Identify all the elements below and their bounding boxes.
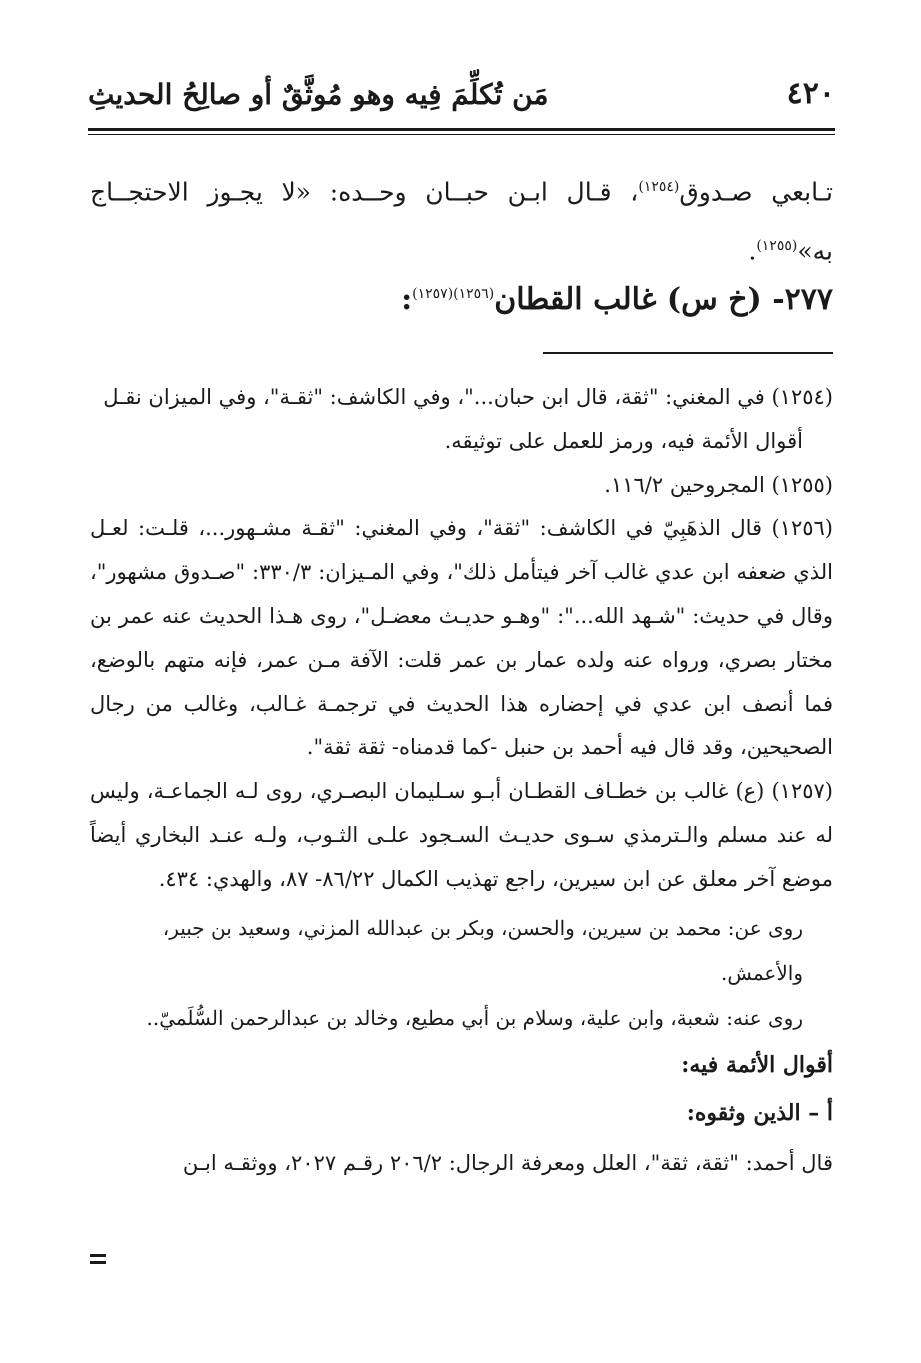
footnote-1254	[90, 376, 833, 464]
footnote-ref[interactable]: (١٢٥٦)	[453, 286, 495, 302]
footnote-1255	[90, 464, 833, 508]
footnote-text: (١٢٥٤) في المغني: "ثقة، قال ابن حبان..."، وفي الكاشف: "ثقـة"، وفي الميزان نقـل	[103, 385, 833, 409]
body-text-start: تـابعي صـدوق	[679, 177, 833, 207]
footnote-separator	[543, 352, 833, 354]
narrator-entry-heading	[90, 282, 833, 317]
entry-title: ٢٧٧- (خ س) غالب القطان	[494, 282, 833, 317]
footnotes-section	[90, 376, 833, 1185]
footnote-ref[interactable]: (١٢٥٥)	[756, 238, 798, 255]
footnote-text: (١٢٥٧) (ع) غالب بن خطـاف القطـان أبـو سـليمان البصـري، روى لـه الجماعـة، وليس له عند مسلم والـترمذي سـوى حديـث السـجود علـى الثـوب، ولـه عنـد البخاري أيضاً موضع آخر معلق عن ابن سيرين، راجع تهذيب الكمال ٨٦/٢٢- ٨٧، والهدي: ٤٣٤.	[90, 779, 833, 891]
body-paragraph	[90, 160, 833, 279]
page-number: ٤٢٠	[786, 76, 835, 111]
section-heading-imams: أقوال الأئمة فيه:	[681, 1051, 833, 1078]
entry-colon: :	[401, 282, 413, 317]
header-rule-thin	[88, 134, 835, 135]
footnote-ref[interactable]: (١٢٥٧)	[412, 286, 454, 302]
footnote-text: (١٢٥٥) المجروحين ١١٦/٢.	[604, 472, 833, 497]
footnote-text: أقوال الأئمة فيه، ورمز للعمل على توثيقه.	[444, 428, 803, 453]
continuation-mark	[90, 1254, 106, 1264]
footnote-text: (١٢٥٦) قال الذهَبِيّ في الكاشف: "ثقة"، وفي المغني: "ثقـة مشـهور...، قلـت: لعـل الذي ضعفه ابن عدي غالب آخر فيتأمل ذلك"، وفي المـيزان: ٣٣٠/٣: "صـدوق مشهور"، وقال في حديث: "شـهد الله...": "وهـو حديـث معضـل"، روى هـذا الحديث عنه عمر بن مختار بصري، ورواه عنه ولده عمار بن عمر قلت: الآفة مـن عمر، فإنه متهم بالوضع، فما أنصف ابن عدي في إحضاره هذا الحديث في ترجمـة غـالب، وغالب من رجال الصحيحين، وقد قال فيه أحمد بن حنبل -كما قدمناه- ثقة ثقة".	[90, 516, 833, 760]
last-line: قال أحمد: "ثقة، ثقة"، العلل ومعرفة الرجال: ٢٠٦/٢ رقـم ٢٠٢٧، ووثقـه ابـن	[182, 1150, 833, 1175]
running-title: مَن تُكلِّمَ فِيه وهو مُوثَّقٌ أو صالِحُ الحديثِ	[88, 78, 549, 111]
section-heading-trusted: أ – الذين وثقوه:	[686, 1099, 833, 1126]
header-rule	[88, 128, 835, 131]
body-text-end: .	[748, 236, 757, 266]
body-text-main: ، قـال ابـن حبــان وحــده: «لا يجـوز الاحتجــاج به»	[90, 177, 833, 266]
footnote-1256	[90, 507, 833, 770]
narrated-from: روى عن: محمد بن سيرين، والحسن، وبكر بن عبدالله المزني، وسعيد بن جبير، والأعمش.	[162, 915, 803, 985]
footnote-1257	[90, 770, 833, 901]
footnote-ref[interactable]: (١٢٥٤)	[638, 179, 680, 195]
narrated-by: روى عنه: شعبة، وابن علية، وسلام بن أبي مطيع، وخالد بن عبدالرحمن السُّلَميّ..	[146, 1005, 803, 1030]
page-header	[88, 76, 835, 122]
